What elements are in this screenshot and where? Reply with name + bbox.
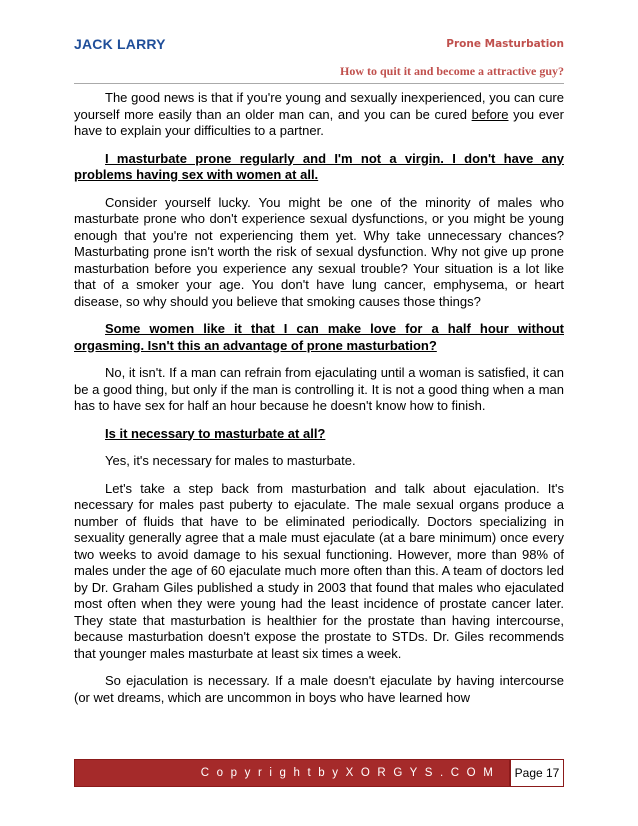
paragraph-text: The good news is that if you're young and sexually inexperienced, you can cure yourself more easily than an older man can, and you can be cured: [74, 90, 564, 122]
page-footer: [74, 759, 564, 787]
paragraph: So ejaculation is necessary. If a male doesn't ejaculate by having intercourse (or wet dreams, which are uncommon in boys who have learned how: [74, 673, 564, 705]
underlined-word: before: [471, 106, 509, 122]
paragraph: Consider yourself lucky. You might be one of the minority of males who masturbate prone who don't experience sexual dysfunctions, or you might be young enough that you're not experiencing them yet. Why take unnecessary chances? Masturbating prone isn't worth the risk of sexual dysfunction. Why not give up prone masturbation before you experience any sexual trouble? Your situation is a lot like that of a smoker your age. You don't have lung cancer, emphysema, or heart disease, so why should you believe that smoking causes those things?: [74, 194, 564, 309]
document-topic: Prone Masturbation: [446, 38, 564, 50]
paragraph-text: you ever have to explain your difficulties to a partner.: [74, 106, 564, 138]
question-heading: Some women like it that I can make love for a half hour without orgasming. Isn't this an advantage of prone masturbation?: [74, 321, 564, 353]
copyright-notice: C o p y r i g h t b y X O R G Y S . C O M: [75, 760, 509, 786]
paragraph: Yes, it's necessary for males to masturbate.: [105, 453, 356, 468]
page-body: [74, 90, 564, 717]
author-name: JACK LARRY: [74, 36, 166, 52]
paragraph: [74, 90, 564, 140]
document-subtitle: How to quit it and become a attractive guy?: [340, 64, 564, 78]
paragraph: Let's take a step back from masturbation and talk about ejaculation. It's necessary for males past puberty to ejaculate. The male sexual organs produce a number of fluids that have to be eliminated periodically. Doctors specializing in sexuality generally agree that a male must ejaculate (at a bare minimum) once every two weeks to avoid damage to his sexual functioning. However, more than 98% of males under the age of 60 ejaculate much more often than this. A team of doctors led by Dr. Graham Giles published a study in 2003 that found that males who ejaculated most often when they were young had the least incidence of prostate cancer later. They state that masturbation is healthier for the prostate than having intercourse, because masturbation doesn't expose the prostate to STDs. Dr. Giles recommends that younger males masturbate at least six times a week.: [74, 480, 564, 661]
header-divider: [74, 83, 564, 84]
page-number: Page 17: [509, 760, 563, 786]
question-heading: Is it necessary to masturbate at all?: [105, 425, 326, 441]
question-heading: I masturbate prone regularly and I'm not a virgin. I don't have any problems having sex with women at all.: [74, 150, 564, 182]
paragraph: No, it isn't. If a man can refrain from ejaculating until a woman is satisfied, it can be a good thing, but only if the man is controlling it. It is not a good thing when a man has to have sex for half an hour because he doesn't know how to finish.: [74, 365, 564, 413]
